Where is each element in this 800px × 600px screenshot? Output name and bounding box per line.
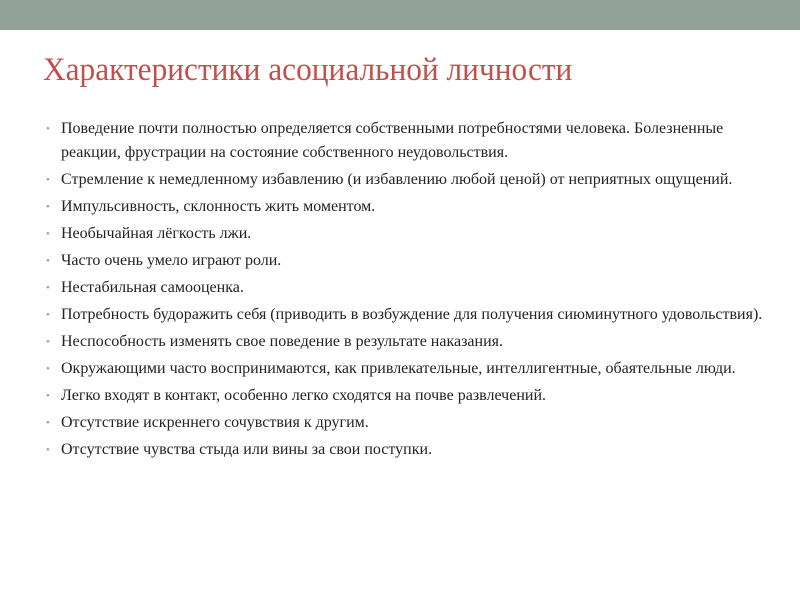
bullet-item: [46, 276, 766, 300]
bullet-item: [46, 330, 766, 354]
bullet-icon: •: [46, 444, 50, 456]
bullet-text: Часто очень умело играют роли.: [61, 252, 282, 269]
bullet-text: Стремление к немедленному избавлению (и избавлению любой ценой) от неприятных ощущений.: [61, 171, 733, 188]
bullet-item: [46, 168, 766, 192]
bullet-icon: •: [46, 309, 50, 321]
bullet-text: Поведение почти полностью определяется собственными потребностями человека. Болезненные реакции, фрустрации на состояние собственного неудовольствия.: [61, 120, 724, 161]
bullet-icon: •: [46, 174, 50, 186]
bullet-item: [46, 222, 766, 246]
bullet-icon: •: [46, 390, 50, 402]
bullet-text: Нестабильная самооценка.: [61, 279, 244, 296]
bullet-icon: •: [46, 336, 50, 348]
bullet-icon: •: [46, 201, 50, 213]
bullet-text: Легко входят в контакт, особенно легко сходятся на почве развлечений.: [61, 387, 547, 404]
bullet-icon: •: [46, 228, 50, 240]
bullet-item: [46, 357, 766, 381]
bullet-item: [46, 195, 766, 219]
bullet-item: [46, 411, 766, 435]
bullet-text: Потребность будоражить себя (приводить в возбуждение для получения сиюминутного удовольствия).: [61, 306, 763, 323]
bullet-icon: •: [46, 282, 50, 294]
bullet-list: [46, 117, 766, 465]
bullet-icon: •: [46, 363, 50, 375]
bullet-text: Окружающими часто воспринимаются, как привлекательные, интеллигентные, обаятельные люди.: [61, 360, 736, 377]
bullet-icon: •: [46, 123, 50, 135]
bullet-text: Необычайная лёгкость лжи.: [61, 225, 252, 242]
bullet-item: [46, 303, 766, 327]
bullet-text: Отсутствие чувства стыда или вины за свои поступки.: [61, 441, 433, 458]
bullet-item: [46, 384, 766, 408]
bullet-text: Неспособность изменять свое поведение в результате наказания.: [61, 333, 504, 350]
bullet-item: [46, 117, 766, 165]
bullet-icon: •: [46, 417, 50, 429]
top-decorative-band: [0, 0, 800, 30]
bullet-text: Импульсивность, склонность жить моментом.: [61, 198, 376, 215]
bullet-item: [46, 249, 766, 273]
slide-title: Характеристики асоциальной личности: [43, 52, 573, 88]
bullet-text: Отсутствие искреннего сочувствия к другим.: [61, 414, 369, 431]
bullet-icon: •: [46, 255, 50, 267]
bullet-item: [46, 438, 766, 462]
